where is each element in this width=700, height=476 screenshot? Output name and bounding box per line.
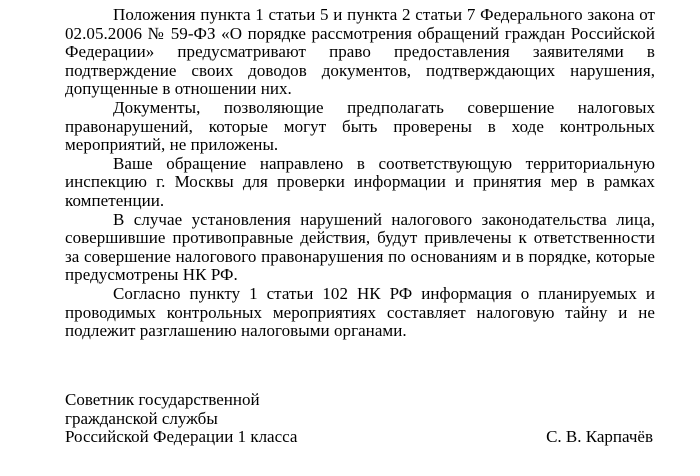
paragraph-documents: Документы, позволяющие предполагать совершение налоговых правонарушений, которые могут быть проверены в ходе контрольных мероприятий, не приложены.: [65, 97, 655, 155]
signature-block: [65, 391, 655, 447]
paragraph-forwarded: Ваше обращение направлено в соответствующую территориальную инспекцию г. Москвы для проверки информации и принятия мер в рамках компетенции.: [65, 153, 655, 210]
letter-body: [65, 6, 655, 341]
paragraph-liability: В случае установления нарушений налогового законодательства лица, совершившие противоправные действия, будут привлечены к ответственности за совершение налогового правонарушения по основаниям и в порядке, которые предусмотрены НК РФ.: [65, 209, 655, 285]
paragraph-tax-secret: Согласно пункту 1 статьи 102 НК РФ информация о планируемых и проводимых контрольных мероприятиях составляет налоговую тайну и не подлежит разглашению налоговыми органами.: [65, 283, 655, 341]
paragraph-rights: Положения пункта 1 статьи 5 и пункта 2 статьи 7 Федерального закона от 02.05.2006 № 59-ФЗ «О порядке рассмотрения обращений граждан Российской Федерации» предусматривают право предоставления заявителями в подтверждение своих доводов документов, подтверждающих нарушения, допущенные в отношении них.: [65, 5, 655, 99]
signatory-position-line3: Российской Федерации 1 класса: [65, 427, 298, 447]
signatory-position-line1: Советник государственной: [65, 390, 260, 409]
signatory-position-line2: гражданской службы: [65, 408, 218, 428]
signatory-name: С. В. Карпачёв: [546, 427, 653, 447]
